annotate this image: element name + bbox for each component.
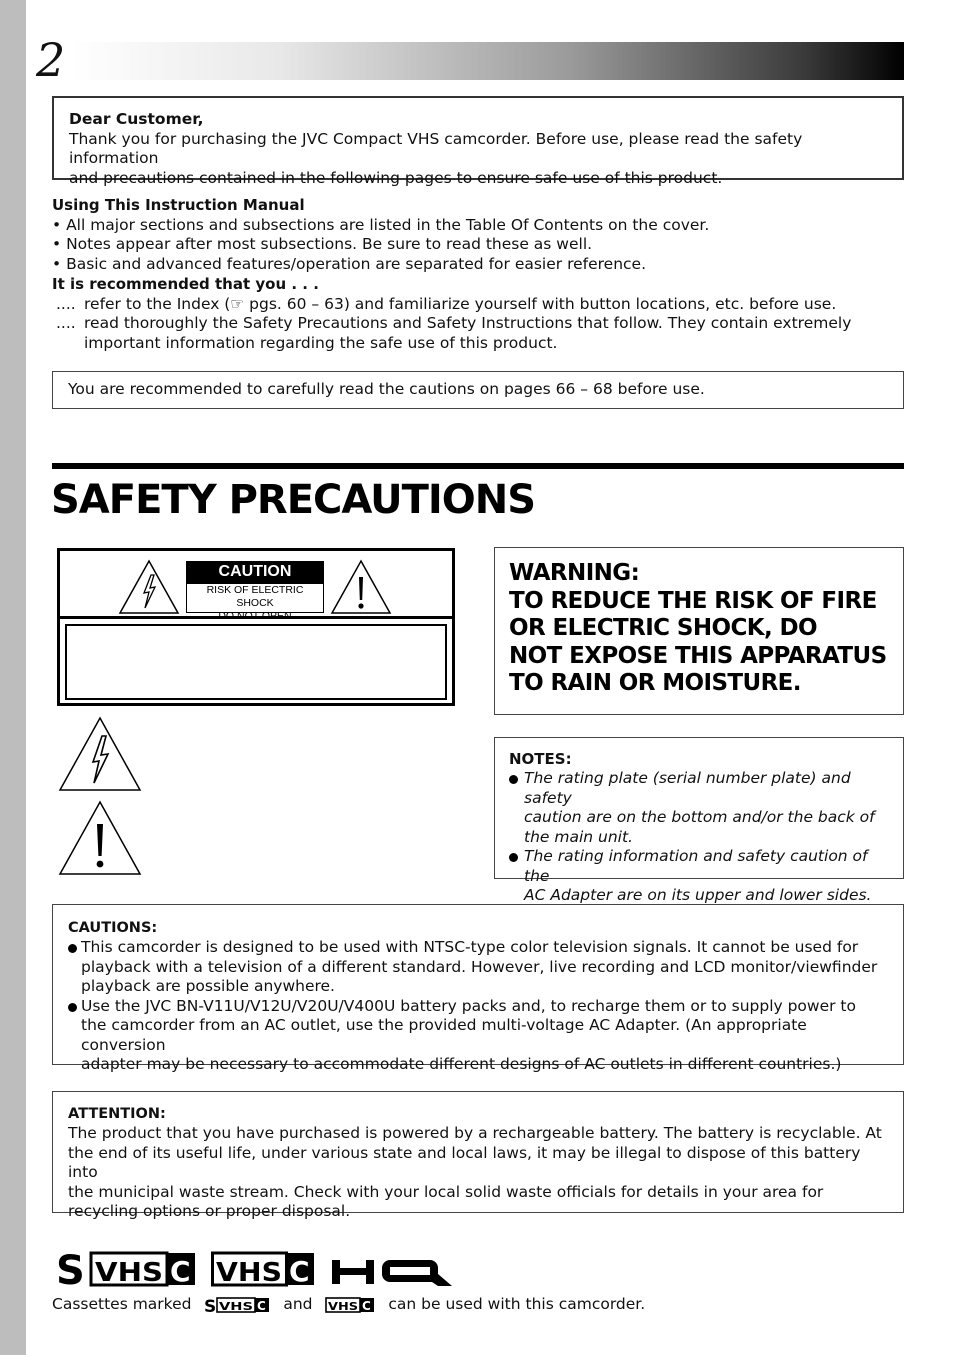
attention-box [52, 1091, 904, 1220]
warning-line: TO RAIN OR MOISTURE. [509, 670, 801, 696]
attention-line: The product that you have purchased is powered by a rechargeable battery. The battery is recyclable. At [68, 1124, 882, 1142]
svg-text:VHS: VHS [328, 1299, 359, 1313]
warning-heading: WARNING: [509, 560, 640, 586]
cautions-heading: CAUTIONS: [68, 920, 158, 936]
exclamation-triangle-icon [330, 559, 392, 615]
manual-usage-bullet: • Basic and advanced features/operation are separated for easier reference. [52, 254, 647, 273]
caution-label [186, 561, 324, 622]
lightning-triangle-icon [118, 559, 180, 615]
svg-text:S: S [56, 1250, 85, 1288]
recommend-note-box [52, 371, 904, 409]
caution-label-line: DO NOT OPEN [218, 610, 292, 622]
footer-text: and [283, 1295, 313, 1313]
footer-note [52, 1294, 645, 1314]
manual-usage-section [52, 196, 912, 353]
caution-item [68, 938, 888, 997]
cautions-box [52, 904, 904, 1073]
bullet-icon [68, 1003, 77, 1012]
dear-customer-line: and precautions contained in the following pages to ensure safe use of this product. [69, 168, 723, 187]
warning-line: TO REDUCE THE RISK OF FIRE [509, 587, 877, 614]
note-line: caution are on the bottom and/or the back of [524, 808, 875, 826]
caution-line: This camcorder is designed to be used with NTSC-type color television signals. It cannot be used for [81, 938, 859, 956]
recommendation-item [52, 314, 912, 334]
svhs-c-mini-logo [204, 1297, 270, 1313]
page-edge-strip [0, 0, 26, 1355]
section-title: SAFETY PRECAUTIONS [51, 477, 536, 523]
caution-line: Use the JVC BN-V11U/V12U/V20U/V400U battery packs and, to recharge them or to supply power to [81, 996, 856, 1015]
caution-line: playback are possible anywhere. [81, 977, 335, 995]
manual-usage-bullet: • Notes appear after most subsections. Be sure to read these as well. [52, 235, 593, 253]
svg-text:C: C [289, 1255, 310, 1288]
caution-label-line: RISK OF ELECTRIC SHOCK [206, 584, 304, 609]
note-item [509, 769, 889, 847]
warning-line: OR ELECTRIC SHOCK, DO [509, 615, 817, 641]
bullet-icon [509, 853, 518, 862]
manual-usage-heading: Using This Instruction Manual [52, 196, 305, 214]
lightning-triangle-icon [58, 716, 142, 792]
manual-usage-bullet: • All major sections and subsections are listed in the Table Of Contents on the cover. [52, 215, 710, 234]
warning-box [494, 547, 904, 715]
footer-text: can be used with this camcorder. [388, 1295, 646, 1313]
svg-text:VHS: VHS [219, 1299, 254, 1313]
note-line: The rating plate (serial number plate) and safety [524, 769, 851, 807]
vhs-c-logo [211, 1250, 315, 1288]
caution-line: adapter may be necessary to accommodate different designs of AC outlets in different countries.) [81, 1055, 842, 1073]
page-number: 2 [36, 33, 66, 87]
svg-text:VHS: VHS [95, 1258, 163, 1288]
attention-line: the end of its useful life, under various state and local laws, it may be illegal to dispose of this battery into [68, 1143, 861, 1181]
dear-customer-heading: Dear Customer, [69, 110, 204, 128]
recommendation-item [52, 295, 912, 315]
dear-customer-box [52, 96, 904, 187]
bullet-icon [68, 944, 77, 953]
hq-logo [330, 1256, 460, 1290]
footer-text: Cassettes marked [52, 1295, 192, 1313]
recommend-note-text: You are recommended to carefully read the cautions on pages 66 – 68 before use. [68, 380, 705, 398]
leader-dots: .... [56, 314, 76, 332]
note-item [509, 847, 889, 906]
caution-label-title: CAUTION [187, 562, 323, 584]
recommendation-text: read thoroughly the Safety Precautions and Safety Instructions that follow. They contain extremely [84, 314, 852, 332]
caution-line: the camcorder from an AC outlet, use the provided multi-voltage AC Adapter. (An appropriate conversion [81, 1016, 807, 1054]
note-line: AC Adapter are on its upper and lower sides. [524, 886, 872, 904]
dear-customer-line: Thank you for purchasing the JVC Compact VHS camcorder. Before use, please read the safety information [69, 129, 803, 167]
caution-label-top-row [60, 551, 452, 622]
warning-line: NOT EXPOSE THIS APPARATUS [509, 642, 887, 669]
caution-line: playback with a television of a different standard. However, live recording and LCD monitor/viewfinder [81, 957, 878, 976]
svg-text:C: C [170, 1255, 191, 1288]
bullet-icon [509, 775, 518, 784]
header-gradient-bar [72, 42, 904, 80]
vhs-c-mini-logo [325, 1297, 375, 1313]
note-line: The rating information and safety caution of the [524, 847, 868, 885]
note-line: the main unit. [524, 827, 633, 846]
recommendation-continuation [52, 334, 912, 354]
recommendation-text: important information regarding the safe use of this product. [84, 333, 558, 352]
svhs-c-logo [55, 1250, 197, 1288]
caution-inner-box [65, 624, 447, 700]
exclamation-triangle-icon [58, 800, 142, 876]
svg-text:C: C [362, 1298, 372, 1313]
notes-box [494, 737, 904, 904]
attention-heading: ATTENTION: [68, 1106, 166, 1122]
attention-line: the municipal waste stream. Check with your local solid waste officials for details in your area for [68, 1182, 824, 1201]
attention-line: recycling options or proper disposal. [68, 1202, 351, 1220]
svg-text:C: C [257, 1298, 267, 1313]
recommended-heading: It is recommended that you . . . [52, 275, 319, 293]
caution-item [68, 997, 888, 1075]
svg-text:S: S [204, 1296, 217, 1313]
section-rule [52, 463, 904, 469]
notes-heading: NOTES: [509, 750, 572, 768]
recommendation-text: refer to the Index (☞ pgs. 60 – 63) and familiarize yourself with button locations, etc. before use. [84, 294, 837, 313]
caution-label-panel [57, 548, 455, 706]
svg-text:VHS: VHS [216, 1258, 282, 1288]
leader-dots: .... [56, 294, 76, 313]
